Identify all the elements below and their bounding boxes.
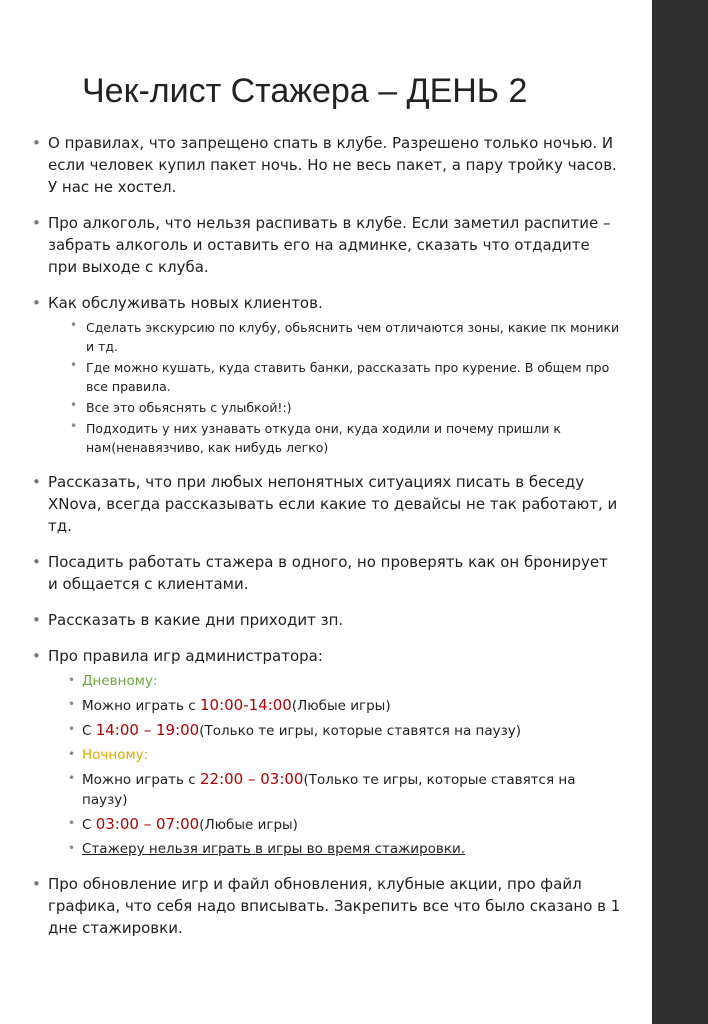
sub-bullet-icon: •: [68, 771, 76, 785]
rule-prefix: С: [82, 723, 96, 739]
bullet-icon: •: [32, 875, 41, 893]
sub-item-text: Подходить у них узнавать откуда они, куда ходили и почему пришли к нам(ненавязчиво, как нибудь легко): [86, 421, 561, 455]
sub-item: [70, 318, 622, 356]
item-text: Про правила игр администратора:: [48, 647, 323, 665]
sub-bullet-icon: •: [68, 841, 76, 855]
bullet-icon: •: [32, 473, 41, 491]
sub-bullet-icon: •: [68, 816, 76, 830]
list-item: [32, 551, 622, 595]
sub-bullet-icon: •: [68, 722, 76, 736]
sub-bullet-icon: •: [70, 358, 78, 372]
sub-bullet-icon: •: [70, 419, 78, 433]
sub-bullet-icon: •: [68, 673, 76, 687]
bullet-icon: •: [32, 134, 41, 152]
rule-prefix: Можно играть с: [82, 698, 200, 714]
sub-bullet-icon: •: [70, 398, 78, 412]
sub-item: [70, 398, 622, 417]
sub-item: [70, 358, 622, 396]
list-item: [32, 471, 622, 537]
sub-item-text: Все это обьяснять с улыбкой!:): [86, 400, 292, 415]
day-label: Дневному:: [82, 673, 158, 689]
sub-item: [70, 419, 622, 457]
rule-night-1: [68, 769, 622, 810]
page-title: Чек-лист Стажера – ДЕНЬ 2: [82, 72, 528, 110]
item-text: Про алкоголь, что нельзя распивать в клубе. Если заметил распитие – забрать алкоголь и оставить его на админке, сказать что отдадите при выходе с клуба.: [48, 214, 611, 276]
list-item: [32, 292, 622, 457]
rule-prefix: С: [82, 817, 96, 833]
rule-suffix: (Только те игры, которые ставятся на паузу): [82, 772, 576, 808]
rule-night-label: [68, 745, 622, 765]
rule-prefix: Можно играть с: [82, 772, 200, 788]
item-text: О правилах, что запрещено спать в клубе. Разрешено только ночью. И если человек купил пакет ночь. Но не весь пакет, а пару тройку часов. У нас не хостел.: [48, 134, 617, 196]
bullet-icon: •: [32, 294, 41, 312]
item-text: Как обслуживать новых клиентов.: [48, 294, 323, 312]
rule-night-2: [68, 814, 622, 835]
rule-time: 14:00 – 19:00: [95, 721, 200, 739]
rule-suffix: (Только те игры, которые ставятся на паузу): [199, 723, 522, 739]
rule-intern: [68, 839, 622, 859]
rule-time: 10:00-14:00: [199, 696, 292, 714]
item-text: Рассказать в какие дни приходит зп.: [48, 611, 344, 629]
intern-rule-text: Стажеру нельзя играть в игры во время стажировки.: [82, 841, 466, 857]
list-item: [32, 873, 622, 939]
slide-sidebar: [652, 0, 708, 1024]
sub-bullet-icon: •: [68, 697, 76, 711]
bullet-icon: •: [32, 611, 41, 629]
sub-item-text: Где можно кушать, куда ставить банки, рассказать про курение. В общем про все правила.: [86, 360, 610, 394]
item-text: Рассказать, что при любых непонятных ситуациях писать в беседу XNova, всегда рассказывать если какие то девайсы не так работают, и тд.: [48, 473, 618, 535]
item-text: Про обновление игр и файл обновления, клубные акции, про файл графика, что себя надо вписывать. Закрепить все что было сказано в 1 дне стажировки.: [48, 875, 621, 937]
bullet-icon: •: [32, 214, 41, 232]
rule-suffix: (Любые игры): [199, 817, 298, 833]
list-item: [32, 645, 622, 859]
rule-day-1: [68, 695, 622, 716]
rule-day-2: [68, 720, 622, 741]
bullet-icon: •: [32, 647, 41, 665]
sub-list: [48, 318, 622, 457]
night-label: Ночному:: [82, 747, 149, 763]
sub-item-text: Сделать экскурсию по клубу, обьяснить чем отличаются зоны, какие пк моники и тд.: [86, 320, 620, 354]
rule-day-label: [68, 671, 622, 691]
item-text: Посадить работать стажера в одного, но проверять как он бронирует и общается с клиентами.: [48, 553, 608, 593]
sub-bullet-icon: •: [68, 747, 76, 761]
checklist: [32, 132, 622, 953]
list-item: [32, 212, 622, 278]
bullet-icon: •: [32, 553, 41, 571]
game-rules-list: [48, 671, 622, 859]
rule-suffix: (Любые игры): [291, 698, 391, 714]
list-item: [32, 132, 622, 198]
rule-time: 22:00 – 03:00: [199, 770, 304, 788]
rule-time: 03:00 – 07:00: [95, 815, 200, 833]
list-item: [32, 609, 622, 631]
sub-bullet-icon: •: [70, 318, 78, 332]
